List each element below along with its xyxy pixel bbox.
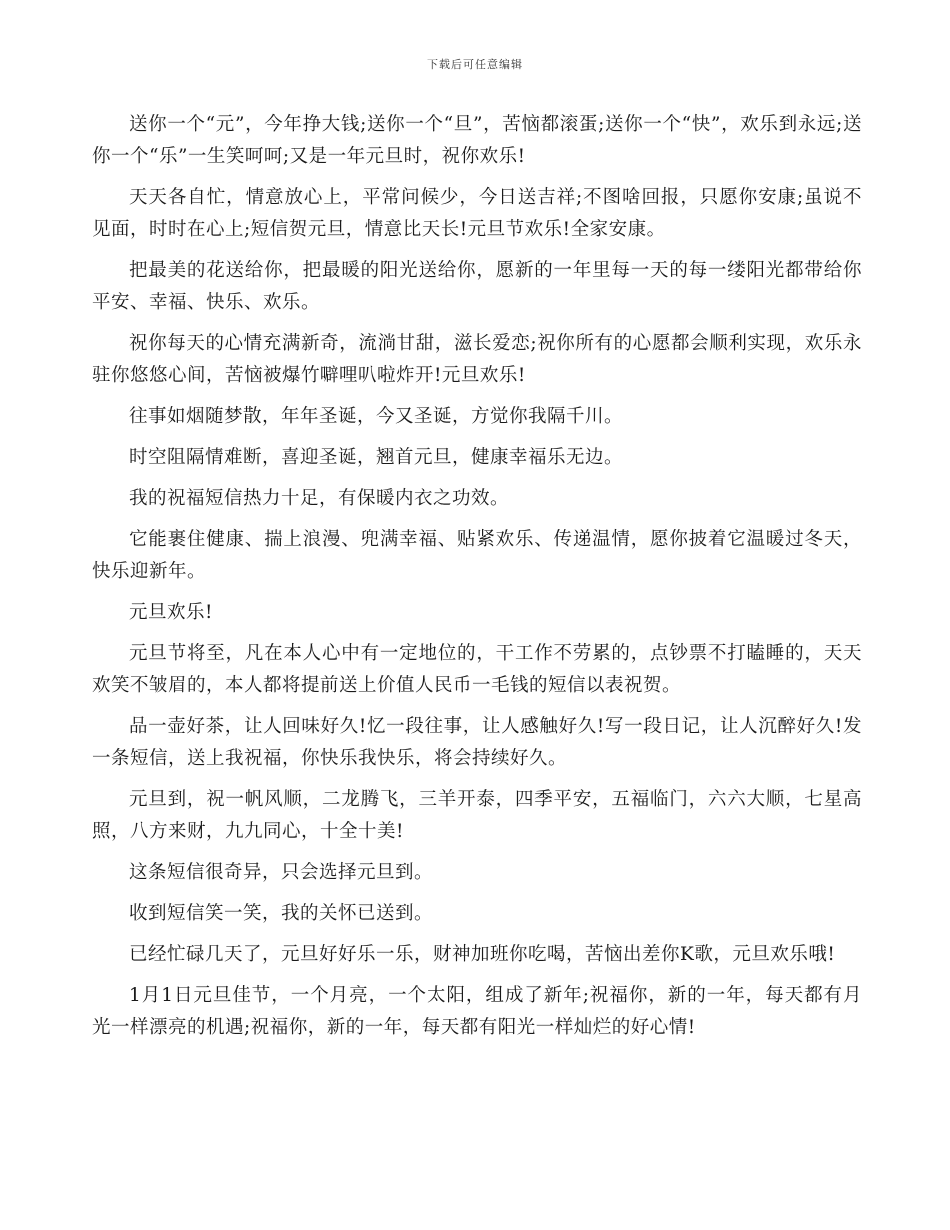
paragraph: 1月1日元旦佳节，一个月亮，一个太阳，组成了新年;祝福你，新的一年，每天都有月光一样漂亮的机遇;祝福你，新的一年，每天都有阳光一样灿烂的好心情! bbox=[92, 985, 862, 1038]
paragraph: 元旦到，祝一帆风顺，二龙腾飞，三羊开泰，四季平安，五福临门，六六大顺，七星高照，八方来财，九九同心，十全十美! bbox=[92, 789, 862, 842]
paragraph: 它能裹住健康、揣上浪漫、兜满幸福、贴紧欢乐、传递温情，愿你披着它温暖过冬天，快乐迎新年。 bbox=[92, 529, 862, 582]
paragraph: 已经忙碌几天了，元旦好好乐一乐，财神加班你吃喝，苦恼出差你K歌，元旦欢乐哦! bbox=[129, 944, 836, 965]
paragraph: 送你一个“元”，今年挣大钱;送你一个“旦”，苦恼都滚蛋;送你一个“快”，欢乐到永远;送你一个“乐”一生笑呵呵;又是一年元旦时，祝你欢乐! bbox=[92, 114, 862, 167]
paragraph: 天天各自忙，情意放心上，平常问候少，今日送吉祥;不图啥回报，只愿你安康;虽说不见面，时时在心上;短信贺元旦，情意比天长!元旦节欢乐!全家安康。 bbox=[92, 187, 862, 240]
paragraph: 时空阻隔情难断，喜迎圣诞，翘首元旦，健康幸福乐无边。 bbox=[129, 447, 624, 468]
paragraph: 元旦节将至，凡在本人心中有一定地位的，干工作不劳累的，点钞票不打瞌睡的，天天欢笑不皱眉的，本人都将提前送上价值人民币一毛钱的短信以表祝贺。 bbox=[92, 643, 862, 696]
paragraph: 品一壶好茶，让人回味好久!忆一段往事，让人感触好久!写一段日记，让人沉醉好久!发一条短信，送上我祝福，你快乐我快乐，将会持续好久。 bbox=[92, 716, 862, 769]
paragraph: 元旦欢乐! bbox=[129, 602, 213, 623]
paragraph: 祝你每天的心情充满新奇，流淌甘甜，滋长爱恋;祝你所有的心愿都会顺利实现，欢乐永驻你悠悠心间，苦恼被爆竹噼哩叭啦炸开!元旦欢乐! bbox=[92, 333, 862, 386]
paragraph: 往事如烟随梦散，年年圣诞，今又圣诞，方觉你我隔千川。 bbox=[129, 406, 624, 427]
paragraph: 这条短信很奇异，只会选择元旦到。 bbox=[129, 862, 434, 883]
document-body bbox=[92, 109, 862, 1053]
paragraph: 我的祝福短信热力十足，有保暖内衣之功效。 bbox=[129, 488, 510, 509]
paragraph: 收到短信笑一笑，我的关怀已送到。 bbox=[129, 903, 434, 924]
page-header: 下载后可任意编辑 bbox=[427, 58, 523, 71]
paragraph: 把最美的花送给你，把最暖的阳光送给你，愿新的一年里每一天的每一缕阳光都带给你平安、幸福、快乐、欢乐。 bbox=[92, 260, 862, 313]
